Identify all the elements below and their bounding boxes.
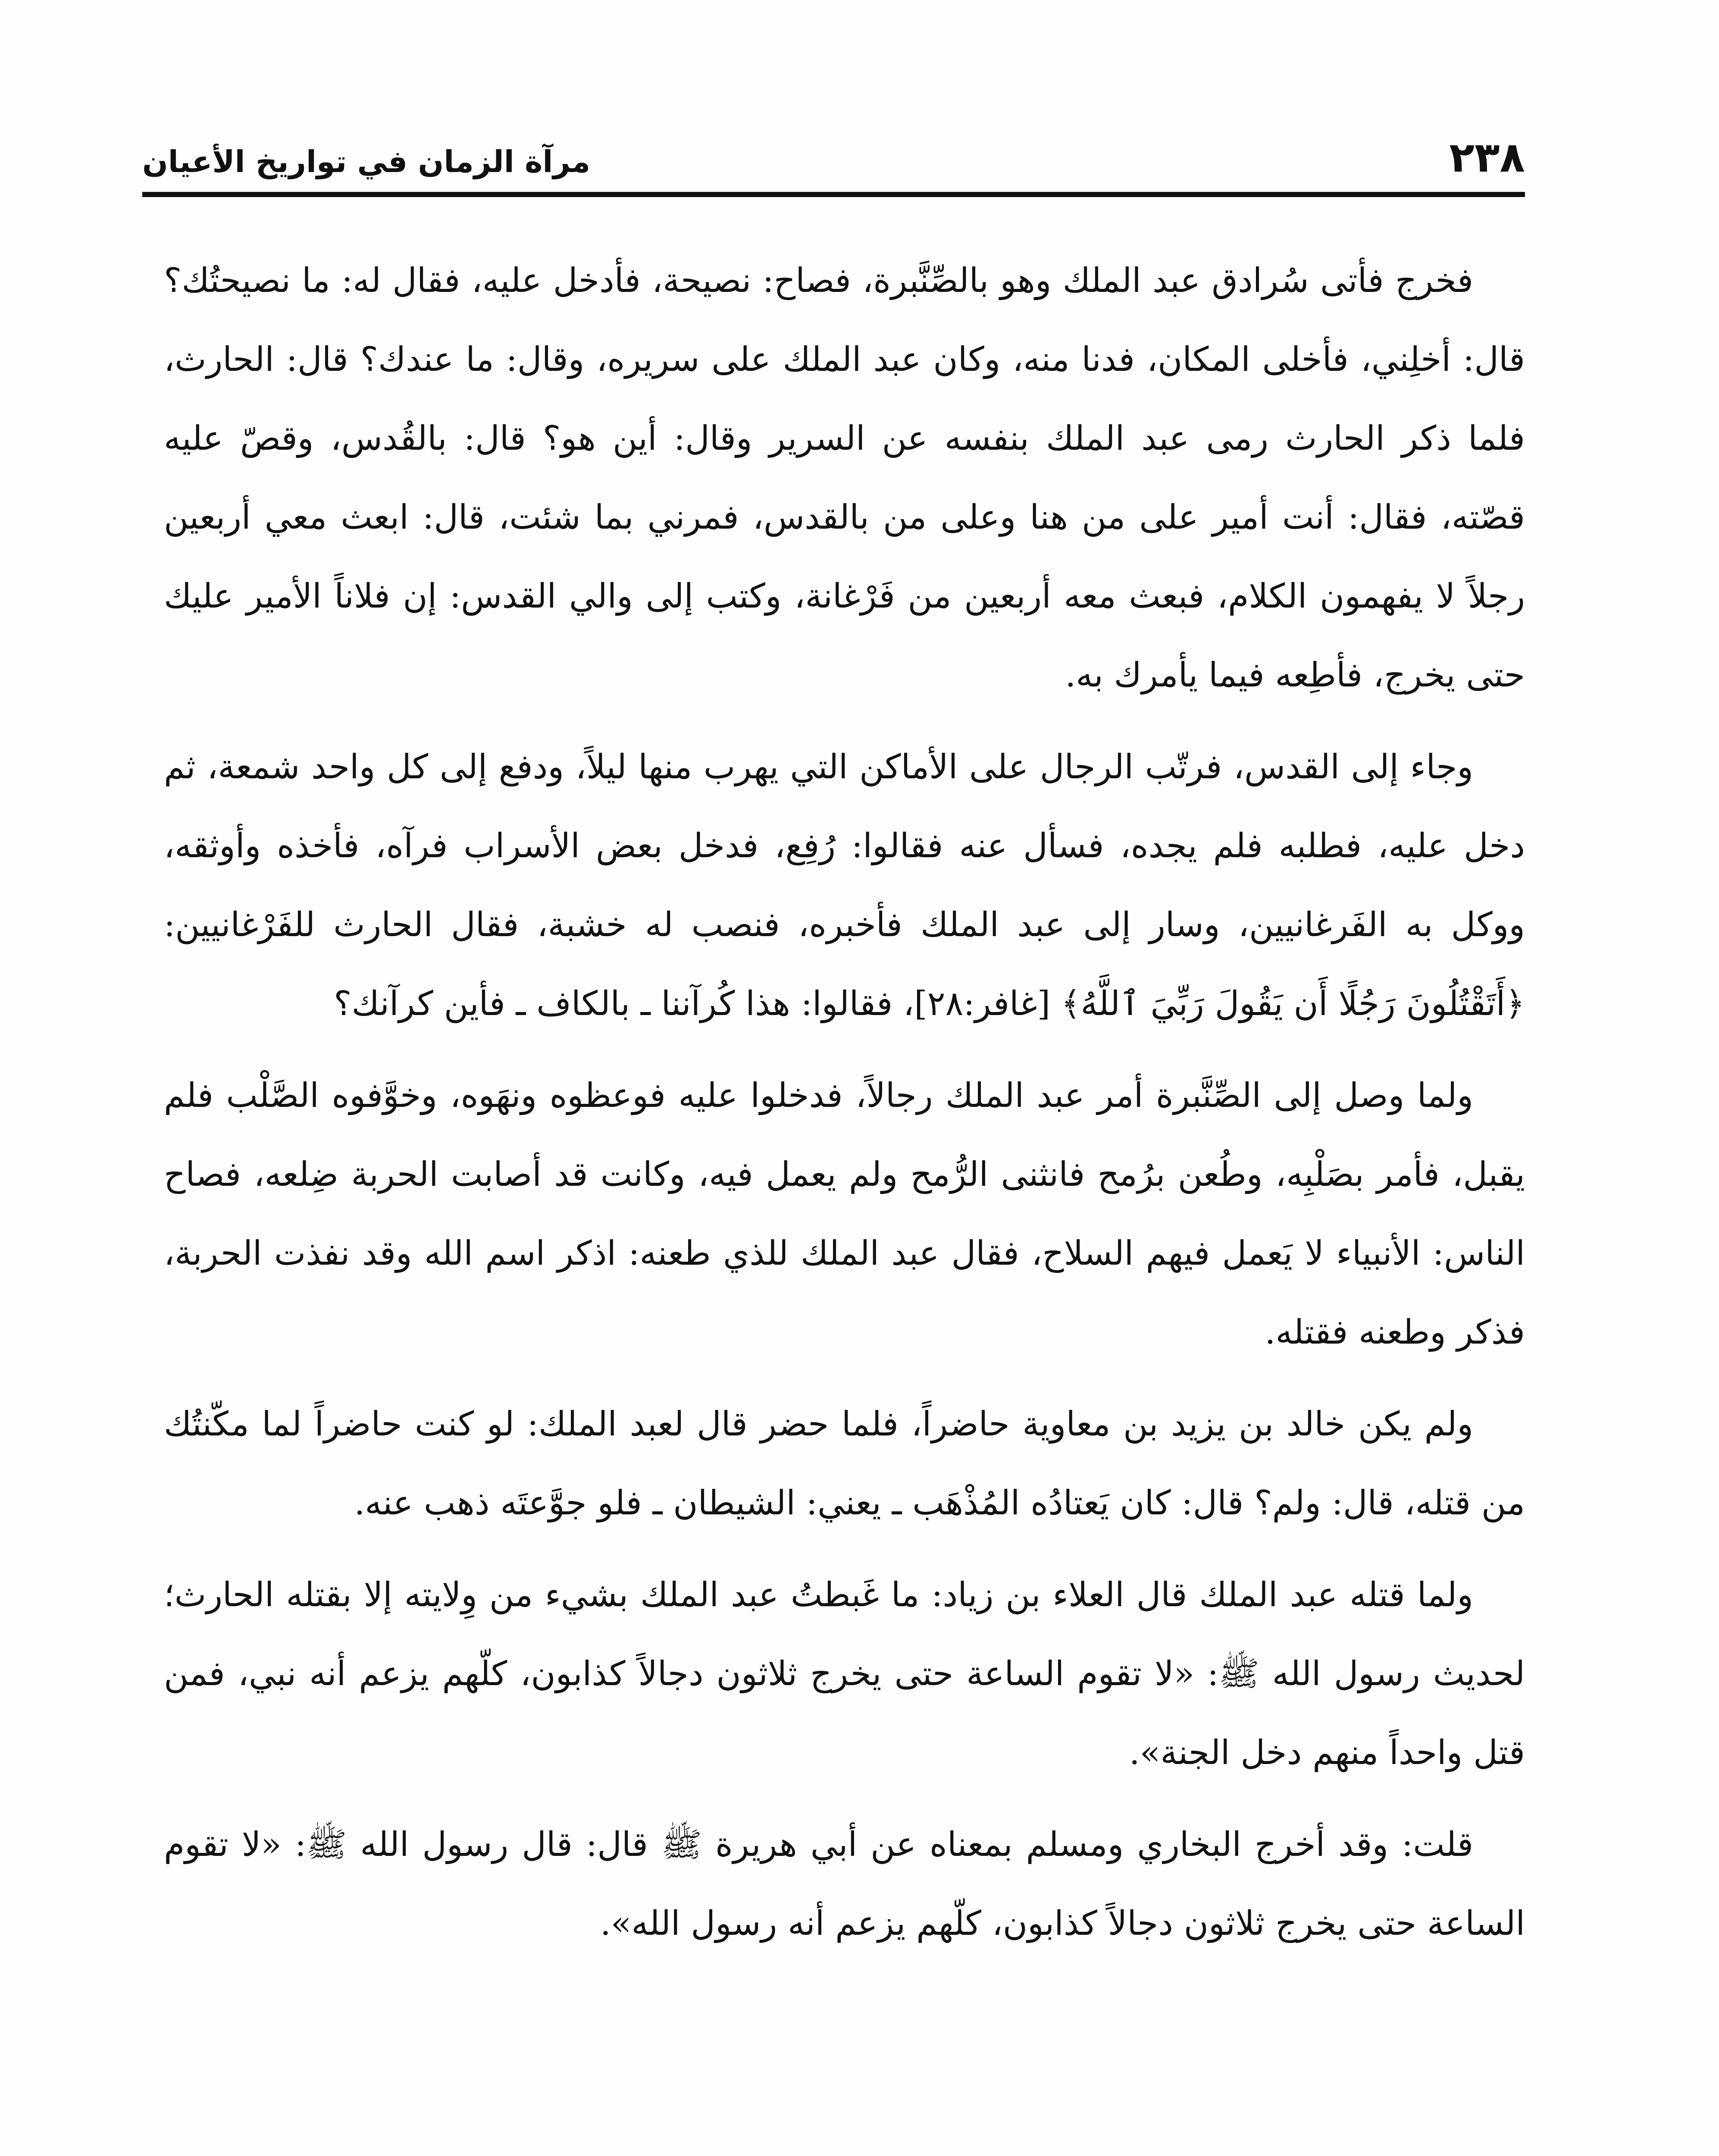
paragraph-5: ولما قتله عبد الملك قال العلاء بن زياد: ما غَبطتُ عبد الملك بشيء من وِلايته إلا بقتله الحارث؛ لحديث رسول الله ﷺ: «لا تقوم الساعة حتى يخرج ثلاثون دجالاً كذابون، كلّهم يزعم أنه نبي، فمن قتل واحداً منهم دخل الجنة». xyxy=(164,1576,1525,1772)
paragraph-1: فخرج فأتى سُرادق عبد الملك وهو بالصِّنَّبرة، فصاح: نصيحة، فأدخل عليه، فقال له: ما نصيحتُك؟ قال: أخلِني، فأخلى المكان، فدنا منه، وكان عبد الملك على سريره، وقال: ما عندك؟ قال: الحارث، فلما ذكر الحارث رمى عبد الملك بنفسه عن السرير وقال: أين هو؟ قال: بالقُدس، وقصّ عليه قصّته، فقال: أنت أمير على من هنا وعلى من بالقدس، فمرني بما شئت، قال: ابعث معي أربعين رجلاً لا يفهمون الكلام، فبعث معه أربعين من فَرْغانة، وكتب إلى والي القدس: إن فلاناً الأمير عليك حتى يخرج، فأطِعه فيما يأمرك به. xyxy=(164,261,1525,695)
page-number: ٢٣٨ xyxy=(1449,133,1525,182)
paragraph-4: ولم يكن خالد بن يزيد بن معاوية حاضراً، فلما حضر قال لعبد الملك: لو كنت حاضراً لما مكّنتُك من قتله، قال: ولم؟ قال: كان يَعتادُه المُذْهَب ـ يعني: الشيطان ـ فلو جوَّعتَه ذهب عنه. xyxy=(164,1405,1525,1523)
paragraph-2: وجاء إلى القدس، فرتّب الرجال على الأماكن التي يهرب منها ليلاً، ودفع إلى كل واحد شمعة، ثم دخل عليه، فطلبه فلم يجده، فسأل عنه فقالوا: رُفِع، فدخل بعض الأسراب فرآه، فأخذه وأوثقه، ووكل به الفَرغانيين، وسار إلى عبد الملك فأخبره، فنصب له خشبة، فقال الحارث للفَرْغانيين: ﴿أَتَقْتُلُونَ رَجُلًا أَن يَقُولَ رَبِّيَ ٱللَّهُ﴾ [غافر:٢٨]، فقالوا: هذا كُرآننا ـ بالكاف ـ فأين كرآنك؟ xyxy=(164,748,1525,1023)
body-text xyxy=(164,241,1525,1972)
running-title: مرآة الزمان في تواريخ الأعيان xyxy=(142,144,591,179)
paragraph-6: قلت: وقد أخرج البخاري ومسلم بمعناه عن أبي هريرة ﷺ قال: قال رسول الله ﷺ: «لا تقوم الساعة حتى يخرج ثلاثون دجالاً كذابون، كلّهم يزعم أنه رسول الله». xyxy=(164,1825,1525,1943)
paragraph-3: ولما وصل إلى الصِّنَّبرة أمر عبد الملك رجالاً، فدخلوا عليه فوعظوه ونهَوه، وخوَّفوه الصَّلْب فلم يقبل، فأمر بصَلْبِه، وطُعن برُمح فانثنى الرُّمح ولم يعمل فيه، وكانت قد أصابت الحربة ضِلعه، فصاح الناس: الأنبياء لا يَعمل فيهم السلاح، فقال عبد الملك للذي طعنه: اذكر اسم الله وقد نفذت الحربة، فذكر وطعنه فقتله. xyxy=(164,1076,1525,1352)
page-header xyxy=(142,123,1525,197)
